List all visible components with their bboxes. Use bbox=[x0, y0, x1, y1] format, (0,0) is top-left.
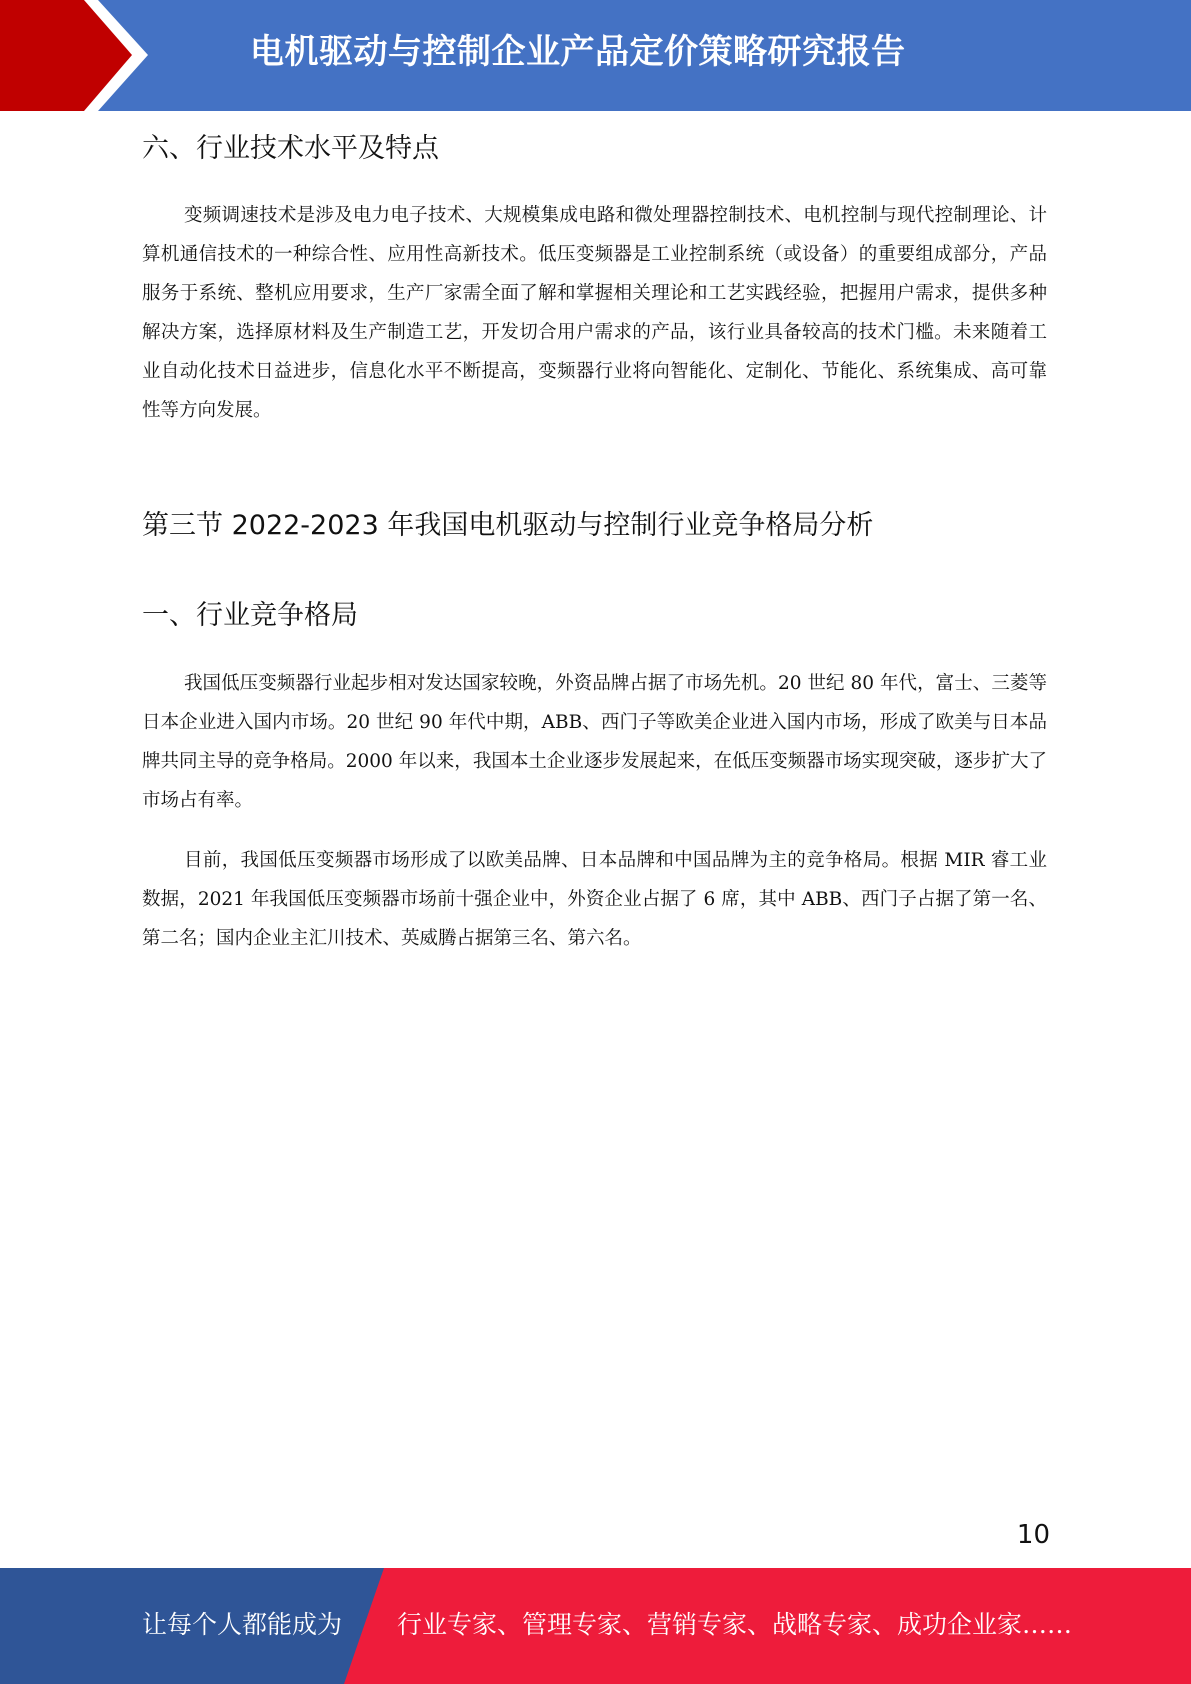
chapter-heading: 第三节 2022-2023 年我国电机驱动与控制行业竞争格局分析 bbox=[142, 510, 874, 541]
paragraph-tech: 变频调速技术是涉及电力电子技术、大规模集成电路和微处理器控制技术、电机控制与现代控制理论、计算机通信技术的一种综合性、应用性高新技术。低压变频器是工业控制系统（或设备）的重要组成部分，产品服务于系统、整机应用要求，生产厂家需全面了解和掌握相关理论和工艺实践经验，把握用户需求，提供多种解决方案，选择原材料及生产制造工艺，开发切合用户需求的产品，该行业具备较高的技术门槛。未来随着工业自动化技术日益进步，信息化水平不断提高，变频器行业将向智能化、定制化、节能化、系统集成、高可靠性等方向发展。 bbox=[142, 205, 1047, 421]
header-banner bbox=[0, 0, 1191, 111]
footer-slogan-left: 让每个人都能成为 bbox=[142, 1610, 343, 1639]
section-heading-competition: 一、行业竞争格局 bbox=[142, 600, 358, 631]
paragraph-competition-1: 我国低压变频器行业起步相对发达国家较晚，外资品牌占据了市场先机。20 世纪 80 年代，富士、三菱等日本企业进入国内市场。20 世纪 90 年代中期，ABB、西门子等欧美企业进入国内市场，形成了欧美与日本品牌共同主导的竞争格局。2000 年以来，我国本土企业逐步发展起来，在低压变频器市场实现突破，逐步扩大了市场占有率。 bbox=[142, 673, 1047, 811]
paragraph-competition-2: 目前，我国低压变频器市场形成了以欧美品牌、日本品牌和中国品牌为主的竞争格局。根据 MIR 睿工业数据，2021 年我国低压变频器市场前十强企业中，外资企业占据了 6 席，其中 ABB、西门子占据了第一名、第二名；国内企业主汇川技术、英威腾占据第三名、第六名。 bbox=[142, 850, 1047, 949]
page-number: 10 bbox=[1016, 1520, 1050, 1550]
footer-slogan-right: 行业专家、管理专家、营销专家、战略专家、成功企业家…… bbox=[397, 1610, 1073, 1639]
footer-banner bbox=[0, 1568, 1191, 1684]
report-title: 电机驱动与控制企业产品定价策略研究报告 bbox=[250, 32, 906, 72]
section-heading-tech: 六、行业技术水平及特点 bbox=[142, 133, 439, 164]
